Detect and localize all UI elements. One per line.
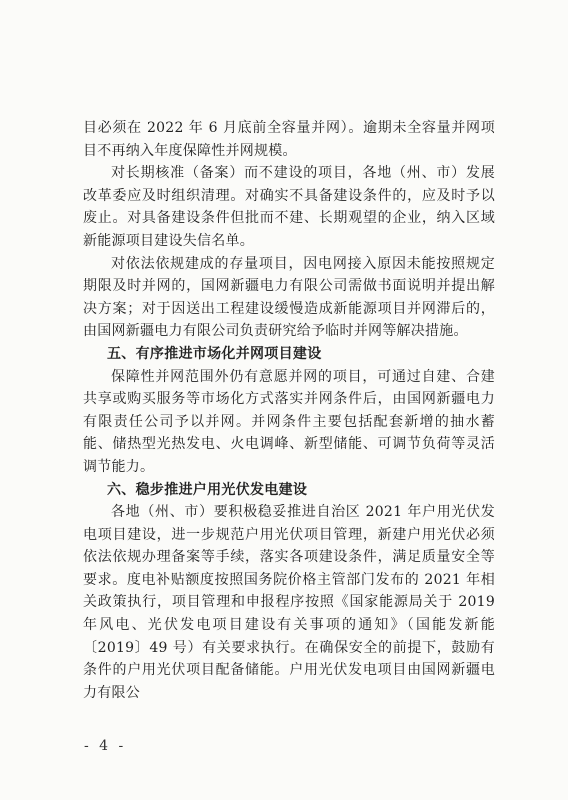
- section-heading-5: 五、有序推进市场化并网项目建设: [107, 345, 322, 362]
- section-heading-6: 六、稳步推进户用光伏发电建设: [107, 481, 308, 498]
- paragraph-existing-projects: 对依法依规建成的存量项目，因电网接入原因未能按照规定期限及时并网的，国网新疆电力有限公司需做书面说明并提出解决方案；对于因送出工程建设缓慢造成新能源项目并网滞后的，由国网新疆电力有限公司负责研究给予临时并网等解决措施。: [83, 255, 495, 340]
- page-number: - 4 -: [84, 738, 127, 754]
- paragraph-household-pv: 各地（州、市）要积极稳妥推进自治区 2021 年户用光伏发电项目建设，进一步规范户用光伏项目管理，新建户用光伏必须依法依规办理备案等手续，落实各项建设条件，满足质量安全等要求。度电补贴额度按照国务院价格主管部门发布的 2021 年相关政策执行，项目管理和申报程序按照《国家能源局关于 2019 年风电、光伏发电项目建设有关事项的通知》（国能发新能〔2019〕49 号）有关要求执行。在确保安全的前提下，鼓励有条件的户用光伏项目配备储能。户用光伏发电项目由国网新疆电力有限公: [83, 504, 495, 701]
- paragraph-continuation: 目必须在 2022 年 6 月底前全容量并网）。逾期未全容量并网项目不再纳入年度保障性并网规模。: [83, 120, 495, 159]
- paragraph-market-grid: 保障性并网范围外仍有意愿并网的项目，可通过自建、合建共享或购买服务等市场化方式落实并网条件后，由国网新疆电力有限责任公司予以并网。并网条件主要包括配套新增的抽水蓄能、储热型光热发电、火电调峰、新型储能、可调节负荷等灵活调节能力。: [83, 368, 495, 475]
- paragraph-unbuilt-projects: 对长期核准（备案）而不建设的项目，各地（州、市）发展改革委应及时组织清理。对确实不具备建设条件的，应及时予以废止。对具备建设条件但批而不建、长期观望的企业，纳入区域新能源项目建设失信名单。: [83, 165, 495, 249]
- document-body: [83, 117, 495, 704]
